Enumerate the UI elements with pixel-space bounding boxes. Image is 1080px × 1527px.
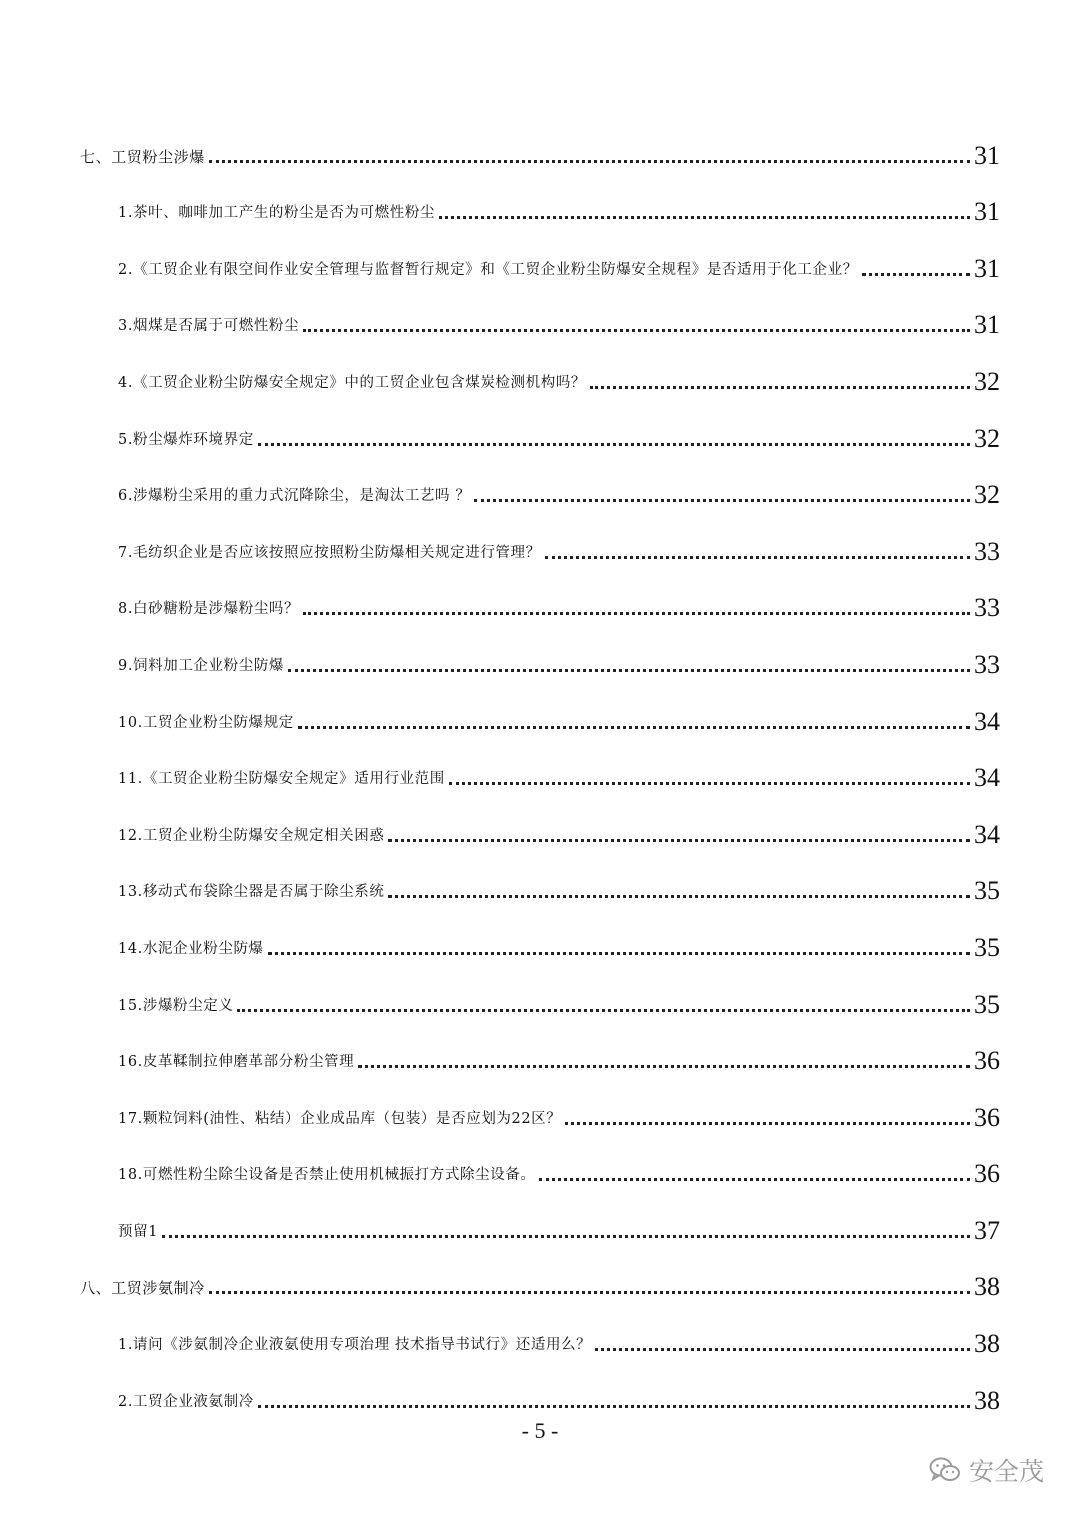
toc-entry-title: 5.粉尘爆炸环境界定 xyxy=(118,431,254,448)
dot-leader xyxy=(209,1291,970,1294)
table-of-contents xyxy=(0,112,1080,1414)
toc-entry-page: 35 xyxy=(974,989,1000,1019)
dot-leader xyxy=(288,669,970,672)
toc-entry-page: 36 xyxy=(974,1046,1000,1076)
toc-entry-title: 八、工贸涉氨制冷 xyxy=(80,1279,205,1298)
toc-entry-page: 32 xyxy=(974,366,1000,396)
dot-leader xyxy=(358,1065,970,1068)
dot-leader xyxy=(545,556,970,559)
toc-entry-title: 预留1 xyxy=(118,1223,159,1240)
dot-leader xyxy=(258,1405,970,1408)
toc-entry-title: 2.工贸企业液氨制冷 xyxy=(118,1393,254,1410)
toc-entry[interactable] xyxy=(0,282,1080,339)
dot-leader xyxy=(303,612,970,615)
toc-entry-title: 2.《工贸企业有限空间作业安全管理与监督暂行规定》和《工贸企业粉尘防爆安全规程》是否适用于化工企业？ xyxy=(118,261,858,278)
toc-entry-page: 34 xyxy=(974,819,1000,849)
dot-leader xyxy=(590,386,970,389)
toc-entry[interactable] xyxy=(0,621,1080,678)
toc-entry[interactable] xyxy=(0,848,1080,905)
toc-entry[interactable] xyxy=(0,904,1080,961)
toc-entry-page: 36 xyxy=(974,1102,1000,1132)
dot-leader xyxy=(209,160,970,163)
toc-entry[interactable] xyxy=(0,508,1080,565)
toc-entry-page: 32 xyxy=(974,423,1000,453)
toc-entry[interactable] xyxy=(0,1074,1080,1131)
toc-entry-page: 38 xyxy=(974,1272,1000,1302)
toc-entry[interactable] xyxy=(0,452,1080,509)
dot-leader xyxy=(268,952,970,955)
dot-leader xyxy=(565,1122,970,1125)
toc-entry-title: 6.涉爆粉尘采用的重力式沉降除尘，是淘汰工艺吗 ？ xyxy=(118,488,471,505)
toc-entry-title: 13.移动式布袋除尘器是否属于除尘系统 xyxy=(118,884,385,901)
toc-entry[interactable] xyxy=(0,678,1080,735)
toc-entry-page: 31 xyxy=(974,197,1000,227)
toc-entry[interactable] xyxy=(0,338,1080,395)
toc-entry-title: 18.可燃性粉尘除尘设备是否禁止使用机械振打方式除尘设备。 xyxy=(118,1167,536,1184)
dot-leader xyxy=(539,1178,970,1181)
toc-entry-page: 31 xyxy=(974,310,1000,340)
toc-entry-title: 1.请问《涉氨制冷企业液氨使用专项治理 技术指导书试行》还适用么？ xyxy=(118,1337,592,1354)
toc-entry-title: 10.工贸企业粉尘防爆规定 xyxy=(118,714,294,731)
dot-leader xyxy=(388,895,970,898)
toc-entry-title: 12.工贸企业粉尘防爆安全规定相关困惑 xyxy=(118,827,385,844)
toc-entry-page: 31 xyxy=(974,140,1000,170)
toc-entry-page: 33 xyxy=(974,536,1000,566)
toc-entry-title: 七、工贸粉尘涉爆 xyxy=(80,147,205,166)
toc-entry[interactable] xyxy=(0,1018,1080,1075)
dot-leader xyxy=(449,782,970,785)
toc-entry-title: 16.皮革鞣制拉伸磨革部分粉尘管理 xyxy=(118,1054,355,1071)
toc-section-heading[interactable] xyxy=(0,112,1080,169)
toc-entry[interactable] xyxy=(0,225,1080,282)
dot-leader xyxy=(237,1009,970,1012)
toc-entry[interactable] xyxy=(0,1187,1080,1244)
toc-entry-page: 35 xyxy=(974,932,1000,962)
toc-entry[interactable] xyxy=(0,169,1080,226)
toc-entry[interactable] xyxy=(0,1357,1080,1414)
toc-entry[interactable] xyxy=(0,395,1080,452)
toc-entry-title: 1.茶叶、咖啡加工产生的粉尘是否为可燃性粉尘 xyxy=(118,205,436,222)
toc-entry-title: 8.白砂糖粉是涉爆粉尘吗？ xyxy=(118,601,300,618)
toc-entry[interactable] xyxy=(0,961,1080,1018)
toc-entry[interactable] xyxy=(0,1300,1080,1357)
dot-leader xyxy=(862,273,970,276)
toc-section-heading[interactable] xyxy=(0,1244,1080,1301)
watermark xyxy=(929,1452,1044,1488)
toc-entry[interactable] xyxy=(0,791,1080,848)
toc-entry[interactable] xyxy=(0,1131,1080,1188)
watermark-text: 安全茂 xyxy=(968,1457,1044,1486)
toc-entry-title: 14.水泥企业粉尘防爆 xyxy=(118,940,264,957)
toc-entry-page: 32 xyxy=(974,480,1000,510)
toc-entry-page: 34 xyxy=(974,763,1000,793)
dot-leader xyxy=(162,1235,970,1238)
toc-entry-title: 11.《工贸企业粉尘防爆安全规定》适用行业范围 xyxy=(118,771,445,788)
toc-entry-title: 7.毛纺织企业是否应该按照应按照粉尘防爆相关规定进行管理？ xyxy=(118,544,541,561)
toc-entry[interactable] xyxy=(0,565,1080,622)
page-number: - 5 - xyxy=(521,1418,559,1443)
toc-entry[interactable] xyxy=(0,735,1080,792)
toc-entry-page: 31 xyxy=(974,253,1000,283)
toc-entry-title: 15.涉爆粉尘定义 xyxy=(118,997,234,1014)
toc-entry-page: 35 xyxy=(974,876,1000,906)
toc-entry-page: 33 xyxy=(974,593,1000,623)
dot-leader xyxy=(439,216,970,219)
dot-leader xyxy=(388,839,970,842)
toc-entry-page: 38 xyxy=(974,1329,1000,1359)
dot-leader xyxy=(303,329,970,332)
dot-leader xyxy=(298,726,970,729)
toc-entry-title: 9.饲料加工企业粉尘防爆 xyxy=(118,657,285,674)
dot-leader xyxy=(474,499,970,502)
toc-entry-page: 37 xyxy=(974,1215,1000,1245)
dot-leader xyxy=(595,1348,970,1351)
dot-leader xyxy=(258,443,970,446)
toc-entry-page: 34 xyxy=(974,706,1000,736)
toc-entry-title: 3.烟煤是否属于可燃性粉尘 xyxy=(118,318,300,335)
toc-entry-title: 17.颗粒饲料(油性、粘结）企业成品库（包装）是否应划为22区？ xyxy=(118,1110,562,1127)
toc-entry-page: 33 xyxy=(974,649,1000,679)
toc-entry-page: 38 xyxy=(974,1385,1000,1415)
wechat-icon xyxy=(929,1456,961,1484)
toc-entry-page: 36 xyxy=(974,1159,1000,1189)
toc-entry-title: 4.《工贸企业粉尘防爆安全规定》中的工贸企业包含煤炭检测机构吗？ xyxy=(118,374,587,391)
